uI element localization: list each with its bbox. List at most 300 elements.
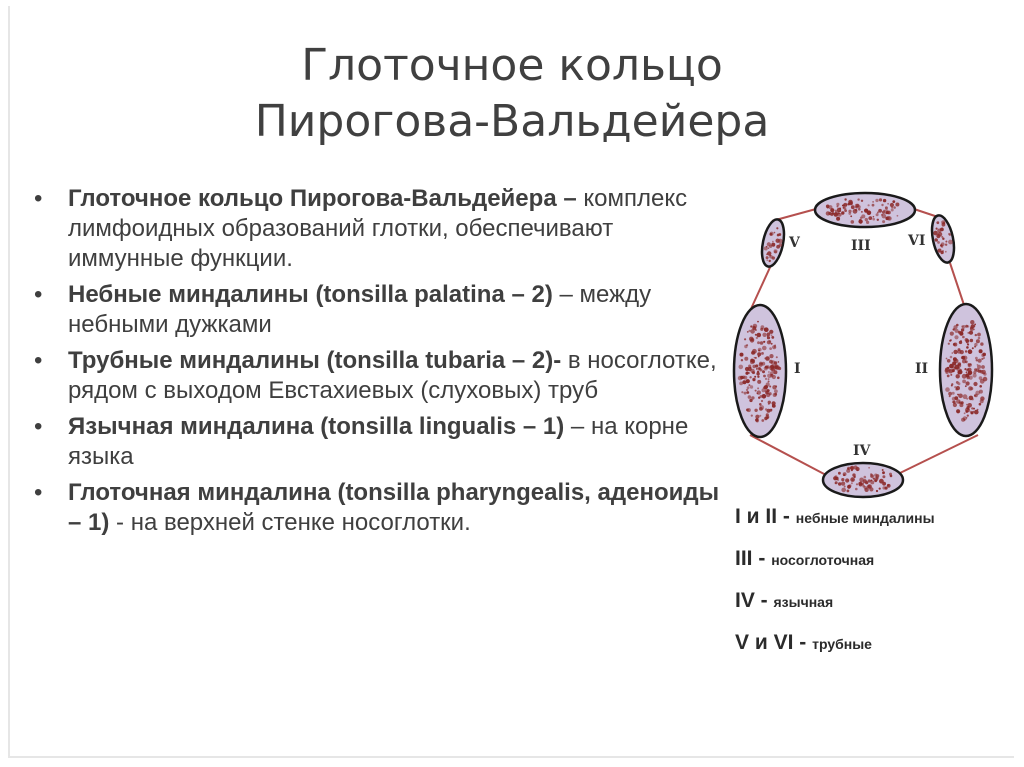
tonsil-speckle bbox=[740, 376, 743, 379]
tonsil-speckle bbox=[835, 482, 837, 484]
tonsil-speckle bbox=[841, 211, 844, 214]
tonsil-speckle bbox=[766, 365, 769, 368]
tonsil-speckle bbox=[966, 372, 968, 374]
tonsil-speckle bbox=[746, 391, 749, 394]
tonsil-speckle bbox=[757, 380, 761, 384]
tonsil-speckle bbox=[762, 394, 767, 399]
tonsil-speckle bbox=[873, 216, 875, 218]
tonsil-speckle bbox=[864, 486, 868, 490]
tonsil-speckle bbox=[882, 482, 886, 486]
tonsil-speckle bbox=[769, 386, 771, 388]
bullet-bold-text: Трубные миндалины (tonsilla tubaria – 2)- bbox=[68, 347, 562, 374]
tonsil-speckle bbox=[863, 479, 867, 483]
tonsil-speckle bbox=[755, 390, 757, 392]
tonsil-speckle bbox=[868, 467, 870, 469]
tonsil-speckle bbox=[758, 356, 760, 358]
legend-key: IV bbox=[735, 589, 755, 612]
tonsil-speckle bbox=[966, 417, 968, 419]
bullet-text: - на верхней стенке носоглотки. bbox=[109, 509, 471, 536]
tonsil-speckle bbox=[950, 374, 952, 376]
tonsil-speckle bbox=[768, 371, 770, 373]
tonsil-speckle bbox=[843, 474, 845, 476]
tonsil-speckle bbox=[956, 386, 960, 390]
tonsil-speckle bbox=[841, 482, 845, 486]
tonsil-speckle bbox=[751, 415, 753, 417]
tonsil-speckle bbox=[980, 399, 984, 403]
tonsil-speckle bbox=[775, 364, 778, 367]
tonsil-speckle bbox=[875, 199, 878, 202]
tonsil-speckle bbox=[945, 387, 950, 392]
tonsil-speckle bbox=[853, 209, 858, 214]
tonsil-speckle bbox=[970, 320, 974, 324]
tonsil-speckle bbox=[970, 326, 973, 329]
tonsil-speckle bbox=[958, 394, 963, 399]
tonsil-speckle bbox=[847, 490, 850, 493]
tonsil-speckle bbox=[749, 376, 751, 378]
tonsil-speckle bbox=[877, 212, 879, 214]
tonsil-speckle bbox=[757, 341, 760, 344]
legend-row bbox=[735, 545, 1015, 587]
bullet-text: – между небными дужками bbox=[68, 281, 652, 338]
tonsil-speckle bbox=[756, 368, 758, 370]
tonsil-speckle bbox=[949, 364, 954, 369]
tonsil-speckle bbox=[865, 218, 868, 221]
tonsil-speckle bbox=[895, 203, 899, 207]
tonsil-speckle bbox=[752, 326, 756, 330]
tonsil-speckle bbox=[961, 401, 964, 404]
tonsil-speckle bbox=[844, 207, 847, 210]
tonsil-speckle bbox=[755, 357, 757, 359]
tonsil-speckle bbox=[762, 333, 766, 337]
tonsil-speckle bbox=[765, 408, 767, 410]
tonsil-speckle bbox=[755, 364, 758, 367]
bullet-item bbox=[26, 184, 726, 274]
tonsil-speckle bbox=[748, 365, 751, 368]
tonsil-speckle bbox=[746, 371, 749, 374]
tonsil-speckle bbox=[860, 481, 862, 483]
tonsil-speckle bbox=[946, 358, 948, 360]
tonsil-speckle bbox=[741, 391, 743, 393]
tonsil-speckle bbox=[872, 204, 875, 207]
tonsil-speckle bbox=[757, 390, 761, 394]
tonsil-speckle bbox=[966, 381, 970, 385]
bullet-bold-text: Язычная миндалина (tonsilla lingualis – 1) bbox=[68, 413, 565, 440]
tonsil-speckle bbox=[846, 204, 848, 206]
tonsil-speckle bbox=[980, 342, 983, 345]
tonsil-speckle bbox=[852, 479, 854, 481]
tonsil-speckle bbox=[829, 212, 832, 215]
tonsil-speckle bbox=[976, 359, 978, 361]
tonsil-speckle bbox=[859, 219, 861, 221]
label-IV: IV bbox=[853, 443, 871, 459]
label-VI: VI bbox=[908, 233, 926, 249]
tonsil-speckle bbox=[851, 482, 853, 484]
tonsil-speckle bbox=[879, 198, 882, 201]
tonsil-speckle bbox=[966, 342, 968, 344]
tonsil-speckle bbox=[767, 340, 771, 344]
tonsil-speckle bbox=[872, 201, 874, 203]
tonsil-speckle bbox=[757, 333, 762, 338]
tonsil-speckle bbox=[887, 484, 889, 486]
tonsil-speckle bbox=[952, 397, 956, 401]
bullet-item bbox=[26, 280, 726, 340]
tonsil-speckle bbox=[851, 205, 855, 209]
tonsil-speckle bbox=[752, 371, 755, 374]
tonsil-speckle bbox=[836, 203, 839, 206]
tonsil-speckle bbox=[834, 212, 839, 217]
tonsil-speckle bbox=[876, 477, 879, 480]
legend-sep: - bbox=[793, 631, 813, 654]
legend-text: носоглоточная bbox=[771, 552, 875, 568]
tonsil-speckle bbox=[951, 383, 953, 385]
tonsil-speckle bbox=[757, 352, 761, 356]
tonsil-speckle bbox=[959, 402, 961, 404]
tonsil-speckle bbox=[852, 473, 855, 476]
tonsil-speckle bbox=[761, 419, 764, 422]
tonsil-speckle bbox=[861, 211, 863, 213]
tonsil-speckle bbox=[964, 368, 966, 370]
tonsil-speckle bbox=[748, 395, 752, 399]
tonsil-speckle bbox=[963, 394, 968, 399]
tonsil-speckle bbox=[960, 350, 964, 354]
tonsil-speckle bbox=[765, 378, 767, 380]
tonsil-speckle bbox=[950, 339, 952, 341]
legend-text: небные миндалины bbox=[795, 510, 935, 526]
bullet-text: – на корне языка bbox=[68, 413, 689, 470]
tonsil-speckle bbox=[963, 356, 968, 361]
tonsil-speckle bbox=[967, 415, 969, 417]
tonsil-speckle bbox=[973, 408, 975, 410]
tonsil-speckle bbox=[864, 476, 867, 479]
tonsil-speckle bbox=[858, 208, 861, 211]
tonsil-speckle bbox=[744, 392, 747, 395]
tonsil-speckle bbox=[861, 200, 863, 202]
tonsil-speckle bbox=[885, 209, 889, 213]
tonsil-speckle bbox=[774, 389, 778, 393]
tonsil-speckle bbox=[752, 361, 755, 364]
tonsil-speckle bbox=[860, 222, 862, 224]
tonsil-speckle bbox=[868, 211, 870, 213]
legend-sep: - bbox=[777, 505, 796, 528]
tonsil-speckle bbox=[759, 415, 761, 417]
tonsil-speckle bbox=[953, 343, 956, 346]
legend-sep: - bbox=[754, 589, 774, 612]
tonsil-speckle bbox=[751, 396, 754, 399]
tonsil-speckle bbox=[956, 409, 960, 413]
tonsil-speckle bbox=[844, 198, 846, 200]
tonsil-speckle bbox=[882, 486, 885, 489]
tonsil-speckle bbox=[770, 409, 772, 411]
tonsil-speckle bbox=[844, 486, 846, 488]
legend-row bbox=[735, 503, 1015, 545]
tonsil-speckle bbox=[872, 218, 875, 221]
tonsil-speckle bbox=[983, 373, 986, 376]
tonsil-speckle bbox=[851, 220, 855, 224]
bullet-text: в носоглотке, рядом с выходом Евстахиевых (слуховых) труб bbox=[68, 347, 717, 404]
tonsil-speckle bbox=[954, 367, 957, 370]
tonsil-speckle bbox=[856, 483, 858, 485]
tonsil-speckle bbox=[956, 374, 960, 378]
label-II: II bbox=[915, 361, 929, 377]
tonsil-speckle bbox=[842, 205, 844, 207]
tonsil-speckle bbox=[968, 349, 973, 354]
connector-line bbox=[900, 435, 978, 473]
tonsil-speckle bbox=[975, 334, 977, 336]
tonsil-speckle bbox=[764, 328, 766, 330]
tonsil-speckle bbox=[969, 396, 974, 401]
tonsil-speckle bbox=[771, 343, 773, 345]
tonsil-speckle bbox=[762, 346, 767, 351]
tonsil-speckle bbox=[750, 385, 753, 388]
tonsil-speckle bbox=[882, 469, 884, 471]
tonsil-speckle bbox=[752, 349, 757, 354]
tonsil-speckle bbox=[954, 386, 956, 388]
tonsil-speckle bbox=[838, 472, 841, 475]
tonsil-speckle bbox=[845, 478, 849, 482]
tonsil-speckle bbox=[739, 365, 744, 370]
tonsil-speckle bbox=[838, 482, 841, 485]
label-I: I bbox=[794, 361, 801, 377]
tonsil-speckle bbox=[882, 471, 885, 474]
tonsil-speckle bbox=[967, 343, 969, 345]
tonsil-speckle bbox=[979, 385, 982, 388]
tonsil-speckle bbox=[748, 384, 750, 386]
legend-key: I и II bbox=[735, 505, 778, 528]
tonsil-speckle bbox=[961, 418, 965, 422]
tonsil-speckle bbox=[969, 331, 973, 335]
tonsil-speckle bbox=[974, 324, 976, 326]
tonsil-speckle bbox=[887, 203, 889, 205]
tonsil-speckle bbox=[965, 385, 967, 387]
tonsil-speckle bbox=[897, 215, 899, 217]
tonsil-speckle bbox=[874, 479, 877, 482]
tonsil-speckle bbox=[968, 363, 972, 367]
tonsil-speckle bbox=[775, 385, 777, 387]
tonsil-speckle bbox=[890, 203, 894, 207]
bullet-item bbox=[26, 346, 726, 406]
tonsil-speckle bbox=[857, 198, 859, 200]
tonsil-speckle bbox=[778, 367, 781, 370]
label-V: V bbox=[789, 235, 800, 251]
tonsil-speckle bbox=[758, 397, 760, 399]
tonsil-speckle bbox=[762, 370, 765, 373]
tonsil-speckle bbox=[885, 206, 888, 209]
tonsil-speckle bbox=[760, 341, 764, 345]
tonsil-speckle bbox=[841, 478, 844, 481]
label-III: III bbox=[851, 238, 871, 254]
tonsil-speckle bbox=[876, 490, 878, 492]
tonsil-speckle bbox=[948, 343, 950, 345]
tonsil-speckle bbox=[974, 395, 976, 397]
legend-row bbox=[735, 629, 1015, 671]
connector-line bbox=[914, 209, 938, 217]
tonsil-speckle bbox=[977, 409, 979, 411]
tonsil-speckle bbox=[868, 204, 870, 206]
tonsil-speckle bbox=[857, 469, 859, 471]
bullet-dot-icon: • bbox=[34, 479, 43, 506]
tonsil-speckle bbox=[774, 393, 777, 396]
tonsil-speckle bbox=[747, 386, 750, 389]
tonsil-speckle bbox=[954, 335, 958, 339]
bullet-dot-icon: • bbox=[34, 347, 43, 374]
title-line-1: Глоточное кольцо bbox=[301, 40, 723, 91]
tonsil-speckle bbox=[879, 488, 881, 490]
tonsil-speckle bbox=[889, 473, 892, 476]
tonsil-speckle bbox=[953, 403, 957, 407]
connector-line bbox=[750, 435, 826, 475]
tonsil-speckle bbox=[757, 387, 759, 389]
tonsil-speckle bbox=[771, 336, 774, 339]
tonsil-speckle bbox=[766, 386, 768, 388]
tonsil-speckle bbox=[767, 332, 771, 336]
tonsil-speckle bbox=[979, 403, 982, 406]
tonsil-speckle bbox=[759, 363, 763, 367]
tonsil-speckle bbox=[776, 356, 778, 358]
tonsil-speckle bbox=[746, 379, 750, 383]
bullet-dot-icon: • bbox=[34, 413, 43, 440]
tonsil-speckle bbox=[762, 388, 766, 392]
tonsil-speckle bbox=[848, 484, 851, 487]
tonsil-speckle bbox=[769, 392, 772, 395]
tonsil-speckle bbox=[760, 328, 763, 331]
tonsil-speckle bbox=[868, 216, 872, 220]
legend-text: трубные bbox=[812, 636, 872, 652]
tonsil-speckle bbox=[755, 334, 757, 336]
tonsil-speckle bbox=[870, 473, 872, 475]
tonsil-speckle bbox=[761, 352, 764, 355]
tonsil-speckle bbox=[771, 360, 776, 365]
tonsil-speckle bbox=[893, 206, 896, 209]
tonsil-speckle bbox=[848, 487, 850, 489]
tonsil-speckle bbox=[855, 206, 857, 208]
tonsil-speckle bbox=[968, 386, 972, 390]
bullet-bold-text: Глоточное кольцо Пирогова-Вальдейера – bbox=[68, 185, 577, 212]
tonsil-speckle bbox=[978, 337, 981, 340]
tonsil-speckle bbox=[967, 368, 969, 370]
tonsil-speckle bbox=[947, 375, 950, 378]
tonsil-speckle bbox=[761, 400, 763, 402]
tonsil-speckle bbox=[778, 361, 780, 363]
bullet-bold-text: Глоточная миндалина (tonsilla pharyngealis, аденоиды – 1) bbox=[68, 479, 720, 536]
tonsil-speckle bbox=[746, 344, 748, 346]
tonsil-speckle bbox=[777, 377, 780, 380]
tonsil-speckle bbox=[881, 214, 883, 216]
tonsil-speckle bbox=[754, 376, 756, 378]
tonsil-speckle bbox=[763, 341, 765, 343]
tonsil-speckle bbox=[970, 339, 973, 342]
tonsil-speckle bbox=[958, 331, 961, 334]
tonsil-speckle bbox=[764, 357, 766, 359]
tonsil-speckle bbox=[953, 350, 957, 354]
tonsil-speckle bbox=[978, 359, 982, 363]
tonsil-speckle bbox=[766, 415, 770, 419]
tonsil-speckle bbox=[977, 365, 981, 369]
tonsil-speckle bbox=[979, 349, 983, 353]
tonsil-speckle bbox=[964, 412, 966, 414]
tonsil-speckle bbox=[962, 336, 965, 339]
tonsil-speckle bbox=[965, 325, 968, 328]
tonsil-speckle bbox=[965, 373, 969, 377]
tonsil-speckle bbox=[976, 339, 980, 343]
bullet-list bbox=[26, 184, 726, 544]
tonsil-speckle bbox=[772, 404, 776, 408]
tonsil-speckle bbox=[952, 352, 954, 354]
tonsil-speckle bbox=[983, 357, 985, 359]
tonsil-speckle bbox=[952, 392, 955, 395]
tonsil-speckle bbox=[756, 420, 759, 423]
tonsil-speckle bbox=[950, 332, 954, 336]
tonsil-speckle bbox=[757, 321, 759, 323]
tonsil-speckle bbox=[869, 487, 873, 491]
tonsil-speckle bbox=[769, 366, 774, 371]
tonsil-speckle bbox=[763, 375, 766, 378]
tonsil-speckle bbox=[763, 387, 766, 390]
tonsil-speckle bbox=[769, 354, 773, 358]
tonsil-speckle bbox=[855, 488, 858, 491]
tonsil-speckle bbox=[961, 328, 964, 331]
bullet-item bbox=[26, 478, 726, 538]
tonsil-speckle bbox=[746, 409, 749, 412]
tonsil-speckle bbox=[962, 325, 966, 329]
tonsil-speckle bbox=[756, 337, 758, 339]
tonsil-speckle bbox=[833, 476, 837, 480]
tonsil-speckle bbox=[947, 359, 951, 363]
tonsil-speckle bbox=[892, 200, 895, 203]
tonsil-speckle bbox=[772, 345, 776, 349]
tonsil-speckle bbox=[973, 382, 977, 386]
tonsil-speckle bbox=[827, 207, 829, 209]
tonsil-speckle bbox=[973, 371, 976, 374]
tonsil-speckle bbox=[850, 466, 854, 470]
bullet-bold-text: Небные миндалины (tonsilla palatina – 2) bbox=[68, 281, 553, 308]
tonsil-speckle bbox=[882, 475, 885, 478]
tonsil-speckle bbox=[753, 379, 755, 381]
tonsil-speckle bbox=[759, 369, 762, 372]
tonsil-ring-diagram bbox=[720, 185, 1010, 505]
slide-title bbox=[0, 38, 1024, 150]
tonsil-speckle bbox=[953, 329, 955, 331]
tonsil-speckle bbox=[972, 347, 974, 349]
tonsil-speckle bbox=[983, 377, 988, 382]
tonsil-speckle bbox=[860, 217, 863, 220]
tonsil-speckle bbox=[841, 488, 846, 493]
tonsil-speckle bbox=[956, 381, 959, 384]
tonsil-speckle bbox=[881, 204, 883, 206]
tonsil-speckle bbox=[772, 375, 776, 379]
tonsil-speckle bbox=[957, 370, 961, 374]
legend-sep: - bbox=[752, 547, 772, 570]
tonsil-speckle bbox=[977, 333, 981, 337]
tonsil-speckle bbox=[882, 220, 885, 223]
tonsil-speckle bbox=[883, 199, 886, 202]
tonsil-speckle bbox=[945, 369, 949, 373]
tonsil-speckle bbox=[965, 350, 967, 352]
tonsil-speckle bbox=[948, 392, 952, 396]
tonsil-speckle bbox=[741, 359, 743, 361]
bullet-dot-icon: • bbox=[34, 281, 43, 308]
tonsil-speckle bbox=[974, 343, 977, 346]
tonsil-speckle bbox=[958, 364, 960, 366]
tonsil-speckle bbox=[758, 348, 762, 352]
legend-text: язычная bbox=[773, 594, 834, 610]
tonsil-speckle bbox=[767, 336, 770, 339]
connector-line bbox=[950, 263, 964, 305]
bullet-item bbox=[26, 412, 726, 472]
tonsil-speckle bbox=[979, 390, 983, 394]
tonsil-speckle bbox=[830, 208, 834, 212]
tonsil-speckle bbox=[971, 411, 974, 414]
tonsil-speckle bbox=[949, 395, 951, 397]
